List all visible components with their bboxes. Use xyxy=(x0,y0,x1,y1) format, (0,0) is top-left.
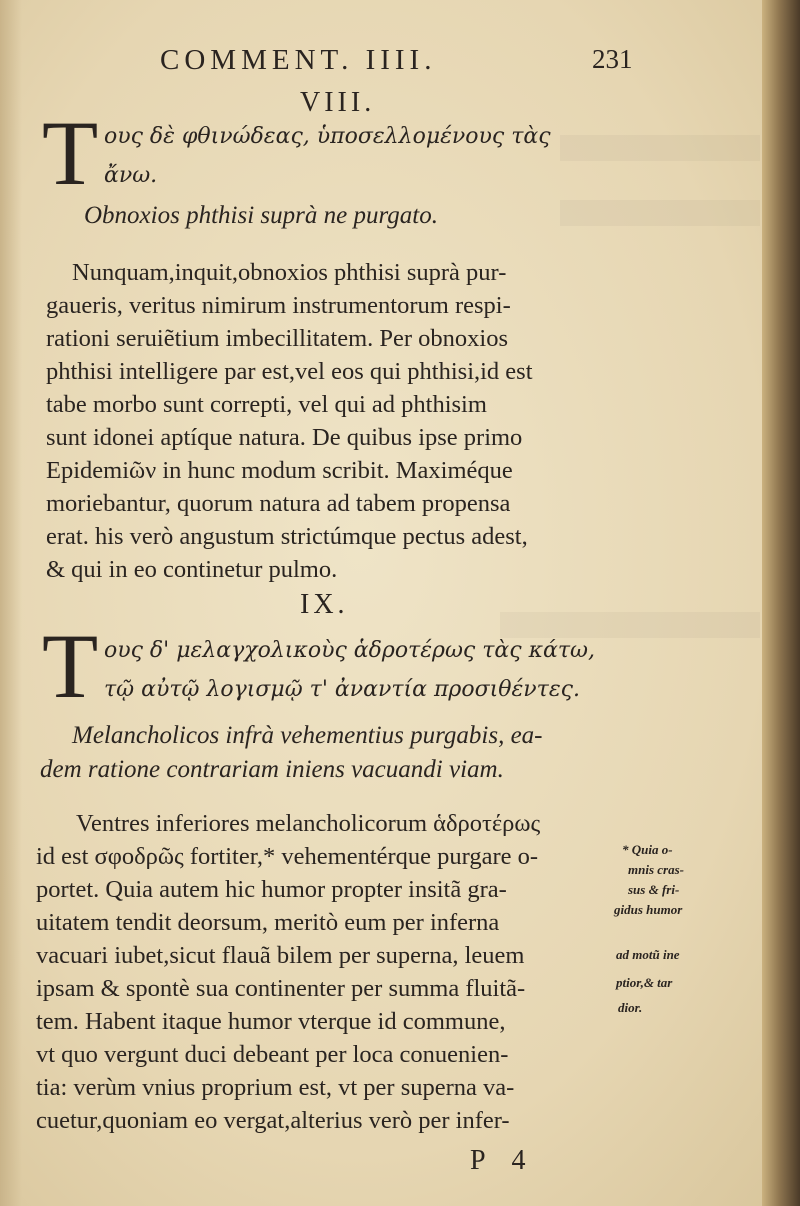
body-line: tabe morbo sunt correpti, vel qui ad phthisim xyxy=(46,391,487,418)
show-through-bleed xyxy=(500,612,760,638)
body-line: vacuari iubet,sicut flauã bilem per superna, leuem xyxy=(36,942,525,969)
body-line: gaueris, veritus nimirum instrumentorum respi- xyxy=(46,292,511,319)
body-line: Epidemiῶν in hunc modum scribit. Maximéque xyxy=(46,457,513,484)
binding-gutter xyxy=(762,0,800,1206)
body-line: & qui in eo continetur pulmo. xyxy=(46,556,338,583)
body-line: erat. his verò angustum strictúmque pectus adest, xyxy=(46,523,528,550)
margin-note-line: ad motũ ine xyxy=(616,947,680,962)
body-line: ipsam & spontè sua continenter per summa fluitã- xyxy=(36,975,526,1002)
body-line: tem. Habent itaque humor vterque id commune, xyxy=(36,1008,506,1035)
body-line: cuetur,quoniam eo vergat,alterius verò per infer- xyxy=(36,1107,510,1134)
body-line: portet. Quia autem hic humor propter insitã gra- xyxy=(36,876,507,903)
greek-line: ους δ' μελαγχολικοὺς ἁδροτέρως τὰς κάτω, xyxy=(104,638,595,663)
section-number-9: IX. xyxy=(300,589,349,620)
show-through-bleed xyxy=(560,200,760,226)
page-edge-shadow xyxy=(0,0,22,1206)
body-line: Ventres inferiores melancholicorum ἁδροτέρως xyxy=(76,810,541,837)
greek-line: τῷ αὐτῷ λογισμῷ τ' ἀναντία προσιθέντες. xyxy=(104,677,580,702)
latin-heading: dem ratione contrariam iniens vacuandi viam. xyxy=(40,756,504,783)
margin-note-line: dior. xyxy=(618,1000,643,1015)
body-line: moriebantur, quorum natura ad tabem propensa xyxy=(46,490,511,517)
running-title: COMMENT. IIII. xyxy=(160,44,437,76)
margin-note-line: * Quia o- xyxy=(622,842,673,857)
margin-note-line: mnis cras- xyxy=(628,862,684,877)
body-line: Nunquam,inquit,obnoxios phthisi suprà pur- xyxy=(72,259,507,286)
section-number-8: VIII. xyxy=(300,87,376,118)
latin-heading: Melancholicos infrà vehementius purgabis, ea- xyxy=(72,722,543,749)
body-line: tia: verùm vnius proprium est, vt per superna va- xyxy=(36,1074,515,1101)
latin-heading: Obnoxios phthisi suprà ne purgato. xyxy=(84,202,438,229)
body-line: phthisi intelligere par est,vel eos qui phthisi,id est xyxy=(46,358,533,385)
signature-mark: P 4 xyxy=(470,1145,536,1176)
drop-cap-9: T xyxy=(42,626,99,706)
body-line: rationi seruiẽtium imbecillitatem. Per obnoxios xyxy=(46,325,509,352)
page-number: 231 xyxy=(592,44,633,74)
greek-line: ἄνω. xyxy=(104,163,158,188)
show-through-bleed xyxy=(560,135,760,161)
margin-note-line: sus & fri- xyxy=(628,882,680,897)
drop-cap-8: T xyxy=(42,113,99,193)
body-line: sunt idonei aptíque natura. De quibus ipse primo xyxy=(46,424,523,451)
body-line: uitatem tendit deorsum, meritò eum per inferna xyxy=(36,909,500,936)
body-line: id est σφοδρῶς fortiter,* vehementérque purgare o- xyxy=(36,843,539,870)
greek-line: ους δὲ φθινώδεας, ὑποσελλομένους τὰς xyxy=(104,124,551,149)
body-line: vt quo vergunt duci debeant per loca conuenien- xyxy=(36,1041,509,1068)
margin-note-line: ptior,& tar xyxy=(616,975,673,990)
margin-note-line: gidus humor xyxy=(614,902,683,917)
